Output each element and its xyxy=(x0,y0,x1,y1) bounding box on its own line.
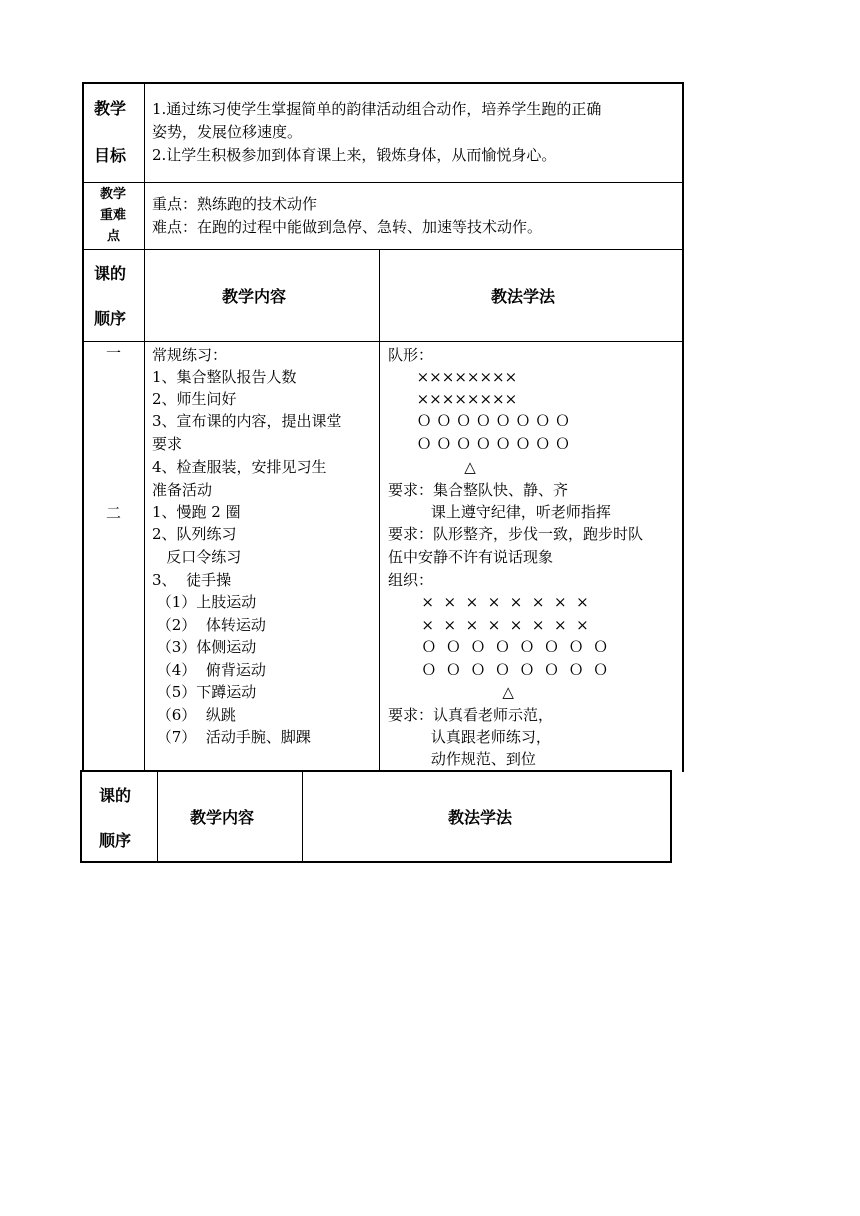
content-line: 3、宣布课的内容，提出课堂 xyxy=(152,412,342,430)
method-line: Ｏ Ｏ Ｏ Ｏ Ｏ Ｏ Ｏ Ｏ xyxy=(388,638,609,656)
method-line: △ xyxy=(388,458,476,476)
key-label-line1: 教学 xyxy=(100,187,127,202)
row-divider xyxy=(84,341,682,342)
method-line: × × × × × × × × xyxy=(388,593,589,611)
content-header: 教学内容 xyxy=(222,287,287,306)
content-line: （3）体侧运动 xyxy=(152,638,257,656)
method-line: Ｏ Ｏ Ｏ Ｏ Ｏ Ｏ Ｏ Ｏ xyxy=(388,412,570,430)
method-line: Ｏ Ｏ Ｏ Ｏ Ｏ Ｏ Ｏ Ｏ xyxy=(388,661,609,679)
content-line: 准备活动 xyxy=(152,481,213,499)
content-line: （6） 纵跳 xyxy=(152,706,236,724)
content-line: 2、队列练习 xyxy=(152,525,237,543)
method-line: 动作规范、到位 xyxy=(388,750,536,768)
content-line: 3、 徒手操 xyxy=(152,571,232,589)
method-line: 伍中安静不许有说话现象 xyxy=(388,548,554,566)
content-line: 2、师生问好 xyxy=(152,390,237,408)
method-line: 课上遵守纪律，听老师指挥 xyxy=(388,503,611,521)
method-line: × × × × × × × × xyxy=(388,616,589,634)
method-line: 要求：队形整齐，步伐一致，跑步时队 xyxy=(388,525,644,543)
method-line: Ｏ Ｏ Ｏ Ｏ Ｏ Ｏ Ｏ Ｏ xyxy=(388,435,570,453)
table2-order-label-line2: 顺序 xyxy=(99,831,132,850)
goal-label-line2: 目标 xyxy=(94,146,127,165)
content-line: 常规练习： xyxy=(152,346,228,364)
goal-text-line2: 姿势，发展位移速度。 xyxy=(152,123,303,141)
table2-content-header: 教学内容 xyxy=(190,808,255,827)
content-line: 4、检查服装，安排见习生 xyxy=(152,458,327,476)
content-line: （4） 俯背运动 xyxy=(152,661,266,679)
method-line: 认真跟老师练习， xyxy=(388,728,551,746)
method-header: 教法学法 xyxy=(491,287,556,306)
goal-text-line1: 1.通过练习使学生掌握简单的韵律活动组合动作，培养学生跑的正确 xyxy=(152,100,602,118)
section-number-1: 一 xyxy=(106,344,122,362)
content-line: （5）下蹲运动 xyxy=(152,683,257,701)
method-line: △ xyxy=(388,683,514,701)
order-label-line2: 顺序 xyxy=(94,309,127,328)
table2-order-label-line1: 课的 xyxy=(99,786,132,805)
content-line: （7） 活动手腕、脚踝 xyxy=(152,728,311,746)
table-border-left xyxy=(82,82,84,772)
content-line: （2） 体转运动 xyxy=(152,616,266,634)
method-line: ×××××××× xyxy=(388,368,518,386)
table2-column-divider xyxy=(157,772,158,861)
table2-border-top xyxy=(80,770,672,772)
method-line: ×××××××× xyxy=(388,390,518,408)
method-line: 组织： xyxy=(388,571,434,589)
table2-border-bottom xyxy=(80,861,672,863)
column-divider xyxy=(144,84,145,772)
content-line: 要求 xyxy=(152,435,183,453)
table2-border-right xyxy=(670,770,672,863)
row-divider xyxy=(84,249,682,250)
key-label-line2: 重难 xyxy=(100,208,127,223)
table2-border-left xyxy=(80,770,82,863)
key-label-line3: 点 xyxy=(107,229,121,244)
content-line: （1）上肢运动 xyxy=(152,593,257,611)
key-point: 重点：熟练跑的技术动作 xyxy=(152,195,318,213)
table-border-top xyxy=(82,82,684,84)
row-divider xyxy=(84,182,682,183)
table2-column-divider xyxy=(302,772,303,861)
difficulty-point: 难点：在跑的过程中能做到急停、急转、加速等技术动作。 xyxy=(152,218,543,236)
column-divider xyxy=(379,250,380,772)
goal-label-line1: 教学 xyxy=(94,99,127,118)
table-border-right xyxy=(682,82,684,772)
content-line: 1、集合整队报告人数 xyxy=(152,368,297,386)
section-number-2: 二 xyxy=(106,504,122,522)
method-line: 要求：集合整队快、静、齐 xyxy=(388,481,569,499)
order-label-line1: 课的 xyxy=(94,264,127,283)
goal-text-line3: 2.让学生积极参加到体育课上来，锻炼身体，从而愉悦身心。 xyxy=(152,146,557,164)
content-line: 1、慢跑 2 圈 xyxy=(152,503,241,521)
table2-method-header: 教法学法 xyxy=(448,808,513,827)
method-line: 要求：认真看老师示范， xyxy=(388,706,554,724)
content-line: 反口令练习 xyxy=(152,548,242,566)
method-line: 队形： xyxy=(388,346,434,364)
